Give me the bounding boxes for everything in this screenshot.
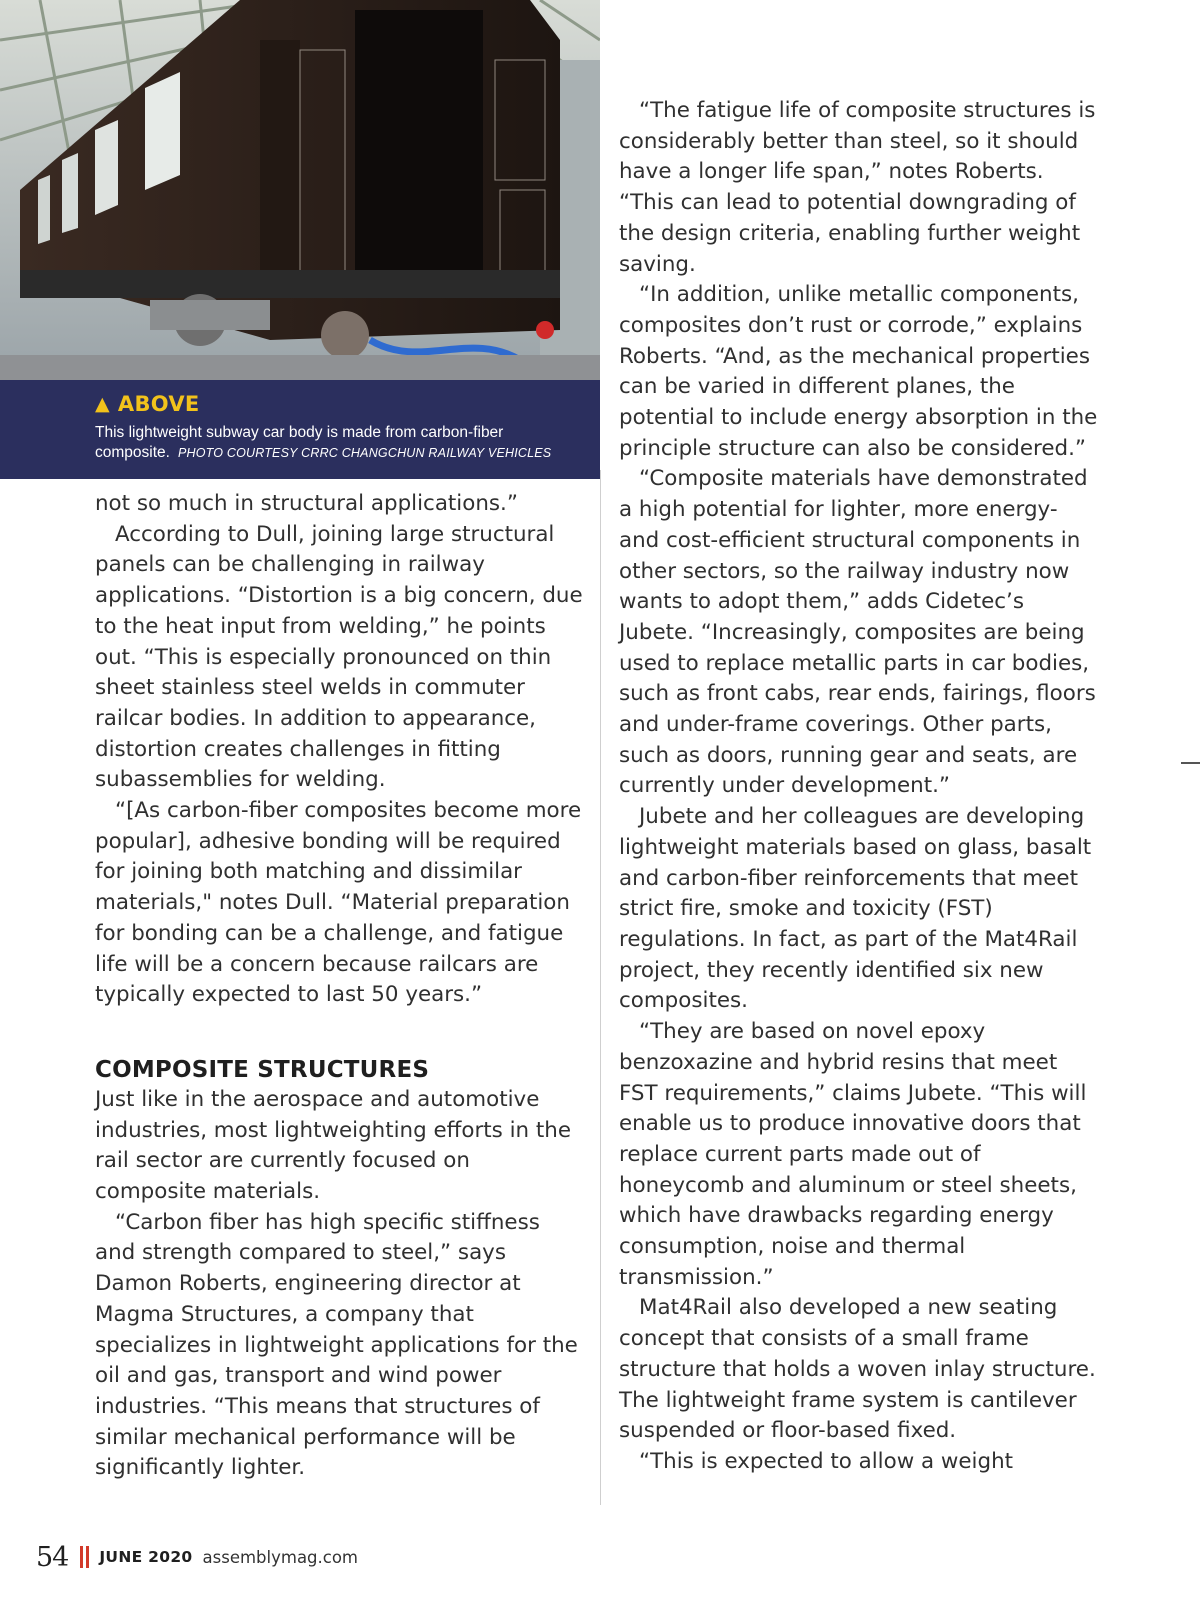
paragraph: “This is expected to allow a weight: [639, 1448, 1014, 1474]
paragraph: According to Dull, joining large structural panels can be challenging in railway applications. “Distortion is a big concern, due to the heat input from welding,” he points out. “This is especially pronounced on thin sheet stainless steel welds in commuter railcar bodies. In addition to appearance, distortion creates challenges in fitting subassemblies for welding.: [95, 521, 583, 793]
paragraph: “They are based on novel epoxy benzoxazine and hybrid resins that meet FST requirements,” claims Jubete. “This will enable us to produce innovative doors that replace current parts made out of honeycomb and aluminum or steel sheets, which have drawbacks regarding energy consumption, noise and thermal transmission.”: [619, 1019, 1087, 1290]
page-edge-mark: [1181, 762, 1200, 764]
caption-text: [95, 423, 585, 463]
caption-body: This lightweight subway car body is made from carbon-fiber composite.: [95, 424, 504, 461]
page-number: 54: [36, 1541, 69, 1573]
paragraph: Jubete and her colleagues are developing lightweight materials based on glass, basalt and carbon-fiber reinforcements that meet strict fire, smoke and toxicity (FST) regulations. In fact, as part of the Mat4Rail project, they recently identified six new composites.: [619, 804, 1092, 1014]
footer-separator-icon: [80, 1546, 89, 1568]
caption-heading-label: ABOVE: [117, 392, 200, 416]
issue-date: JUNE 2020: [99, 1548, 193, 1566]
paragraph: Just like in the aerospace and automotive industries, most lightweighting efforts in the rail sector are currently focused on composite materials.: [95, 1086, 571, 1205]
website-link[interactable]: assemblymag.com: [202, 1547, 359, 1567]
column-divider: [600, 470, 601, 1505]
paragraph: not so much in structural applications.”: [95, 491, 518, 516]
paragraph: “Carbon fiber has high specific stiffness and strength compared to steel,” says Damon Roberts, engineering director at Magma Structures, a company that specializes in lightweight applications for the oil and gas, transport and wind power industries. “This means that structures of similar mechanical performance will be significantly lighter.: [95, 1209, 578, 1481]
subway-car-image: [0, 0, 600, 380]
paragraph: “Composite materials have demonstrated a high potential for lighter, more energy- and cost-efficient structural components in other sectors, so the railway industry now wants to adopt them,” adds Cidetec’s Jubete. “Increasingly, composites are being used to replace metallic parts in car bodies, such as front cabs, rear ends, fairings, floors and under-frame coverings. Other parts, such as doors, running gear and seats, are currently under development.”: [619, 466, 1096, 799]
paragraph: “In addition, unlike metallic components, composites don’t rust or corrode,” explains Roberts. “And, as the mechanical properties can be varied in different planes, the potential to include energy absorption in the principle structure can also be considered.”: [619, 282, 1098, 461]
right-column: [619, 96, 1101, 1478]
page-footer: [36, 1537, 358, 1577]
photo-credit: PHOTO COURTESY CRRC CHANGCHUN RAILWAY VEHICLES: [177, 446, 552, 460]
left-column: [95, 489, 585, 1484]
article-photo: [0, 0, 600, 380]
paragraph: Mat4Rail also developed a new seating concept that consists of a small frame structure that holds a woven inlay structure. The lightweight frame system is cantilever suspended or floor-based fixed.: [619, 1295, 1096, 1444]
paragraph: “[As carbon-fiber composites become more popular], adhesive bonding will be required for joining both matching and dissimilar materials," notes Dull. “Material preparation for bonding can be a challenge, and fatigue life will be a concern because railcars are typically expected to last 50 years.”: [95, 798, 582, 1008]
section-heading: COMPOSITE STRUCTURES: [95, 1056, 430, 1083]
photo-caption: [0, 380, 600, 479]
paragraph: “The fatigue life of composite structures is considerably better than steel, so it should have a longer life span,” notes Roberts. “This can lead to potential downgrading of the design criteria, enabling further weight saving.: [619, 98, 1096, 277]
caption-heading: [95, 390, 600, 418]
triangle-up-icon: ▲: [95, 393, 110, 415]
